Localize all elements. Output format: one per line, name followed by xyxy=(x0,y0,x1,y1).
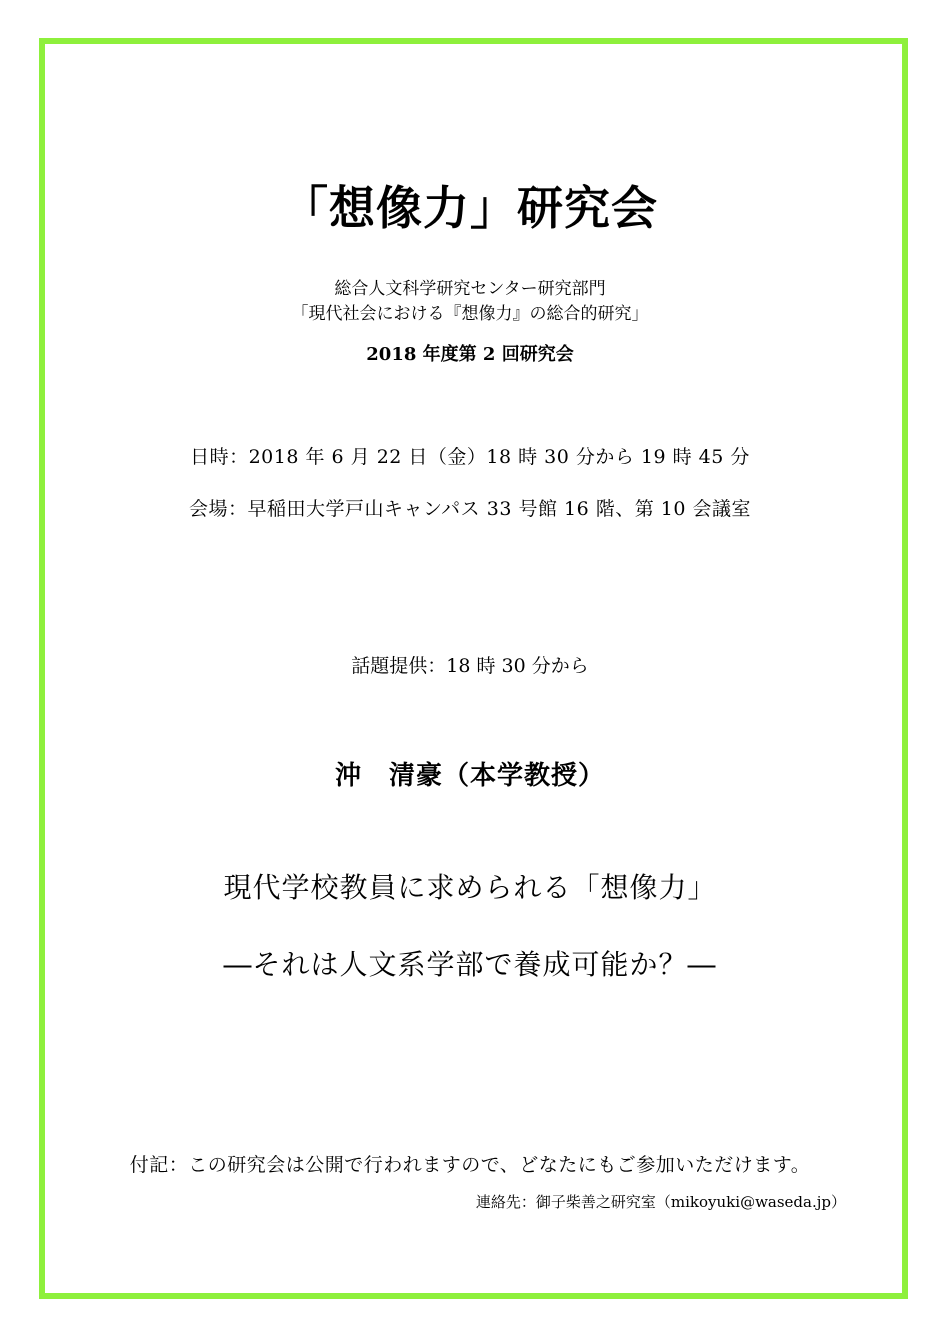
organizer-line-2: 「現代社会における『想像力』の総合的研究」 xyxy=(291,304,649,324)
speaker-name: 沖 清豪（本学教授） xyxy=(334,761,605,791)
event-venue: 会場：早稲田大学戸山キャンパス 33 号館 16 階、第 10 会議室 xyxy=(189,498,751,520)
session-label: 2018 年度第 2 回研究会 xyxy=(366,344,574,365)
topic-start-time: 話題提供：18 時 30 分から xyxy=(351,655,589,677)
public-notice: 付記：この研究会は公開で行われますので、どなたにもご参加いただけます。 xyxy=(129,1154,811,1176)
event-title: 「想像力」研究会 xyxy=(282,181,658,235)
organizer-line-1: 総合人文科学研究センター研究部門 xyxy=(334,279,606,299)
event-datetime: 日時：2018 年 6 月 22 日（金）18 時 30 分から 19 時 45 分 xyxy=(190,446,750,468)
talk-subtitle: ―それは人文系学部で養成可能か？― xyxy=(223,948,717,981)
talk-title: 現代学校教員に求められる「想像力」 xyxy=(223,871,717,904)
contact-info: 連絡先：御子柴善之研究室（mikoyuki@waseda.jp） xyxy=(475,1193,846,1211)
